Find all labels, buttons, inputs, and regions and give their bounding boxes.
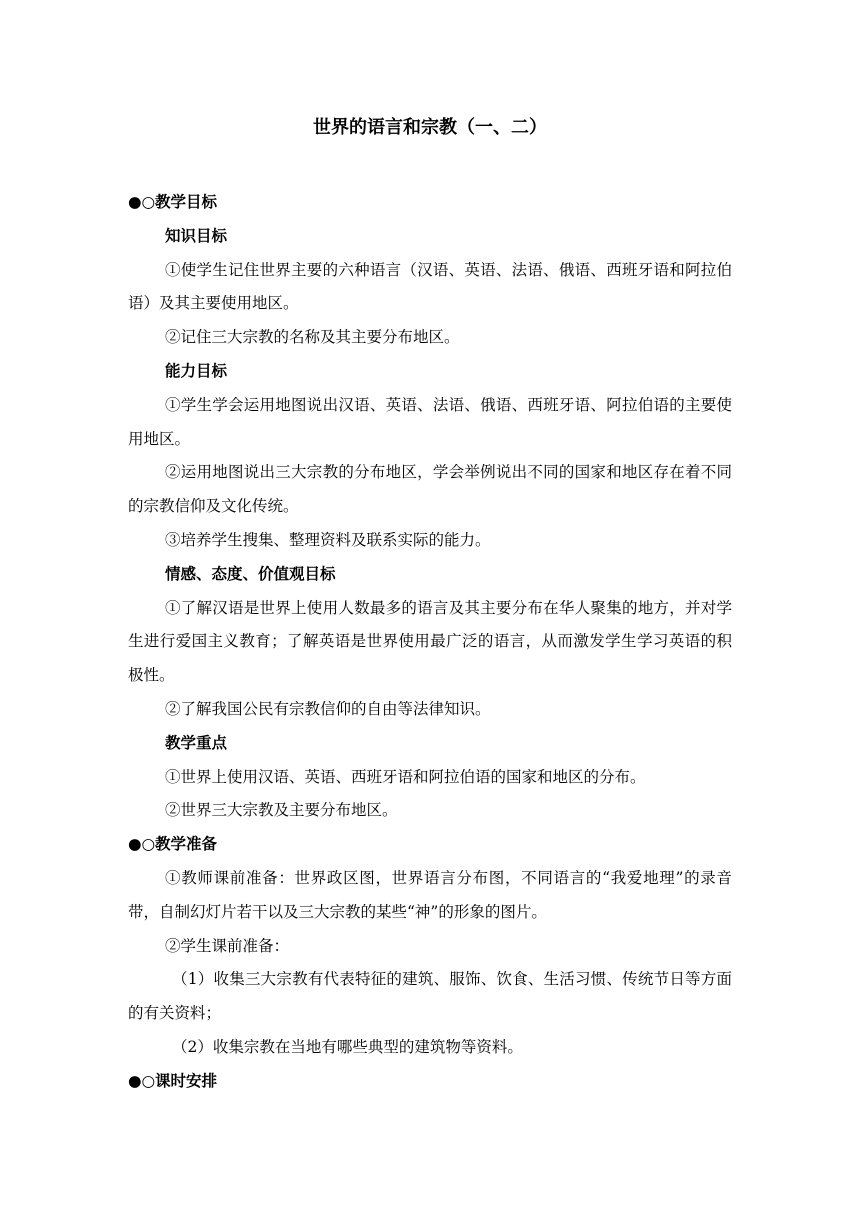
paragraph-prep-student: ②学生课前准备： (165, 936, 290, 955)
paragraph-emotion-2: ②了解我国公民有宗教信仰的自由等法律知识。 (165, 699, 491, 718)
subheading-keypoints: 教学重点 (165, 733, 228, 752)
paragraph-knowledge-2: ②记住三大宗教的名称及其主要分布地区。 (165, 328, 460, 347)
paragraph-keypoints-1: ①世界上使用汉语、英语、西班牙语和阿拉伯语的国家和地区的分布。 (165, 767, 646, 786)
document-title: 世界的语言和宗教（一、二） (313, 117, 547, 138)
paragraph-ability-1: ①学生学会运用地图说出汉语、英语、法语、俄语、西班牙语、阿拉伯语的主要使用地区。 (128, 395, 732, 448)
subheading-emotion: 情感、态度、价值观目标 (165, 564, 336, 583)
section-heading-objectives: ●○教学目标 (128, 193, 218, 211)
paragraph-prep-student-2: （2）收集宗教在当地有哪些典型的建筑物等资料。 (172, 1037, 523, 1056)
paragraph-ability-3: ③培养学生搜集、整理资料及联系实际的能力。 (165, 530, 491, 549)
document-body (128, 186, 732, 1099)
section-heading-schedule: ●○课时安排 (128, 1071, 218, 1090)
section-heading-preparation: ●○教学准备 (128, 835, 218, 854)
subheading-ability: 能力目标 (165, 361, 228, 380)
paragraph-knowledge-1: ①使学生记住世界主要的六种语言（汉语、英语、法语、俄语、西班牙语和阿拉伯语）及其主要使用地区。 (128, 260, 732, 313)
paragraph-prep-teacher: ①教师课前准备：世界政区图，世界语言分布图，不同语言的“我爱地理”的录音带，自制幻灯片若干以及三大宗教的某些“神”的形象的图片。 (128, 868, 732, 921)
paragraph-emotion-1: ①了解汉语是世界上使用人数最多的语言及其主要分布在华人聚集的地方，并对学生进行爱国主义教育；了解英语是世界使用最广泛的语言，从而激发学生学习英语的积极性。 (128, 598, 732, 685)
paragraph-prep-student-1: （1）收集三大宗教有代表特征的建筑、服饰、饮食、生活习惯、传统节日等方面的有关资料； (128, 970, 732, 1023)
paragraph-ability-2: ②运用地图说出三大宗教的分布地区，学会举例说出不同的国家和地区存在着不同的宗教信仰及文化传统。 (128, 463, 732, 516)
subheading-knowledge: 知识目标 (165, 226, 228, 245)
paragraph-keypoints-2: ②世界三大宗教及主要分布地区。 (165, 801, 398, 820)
